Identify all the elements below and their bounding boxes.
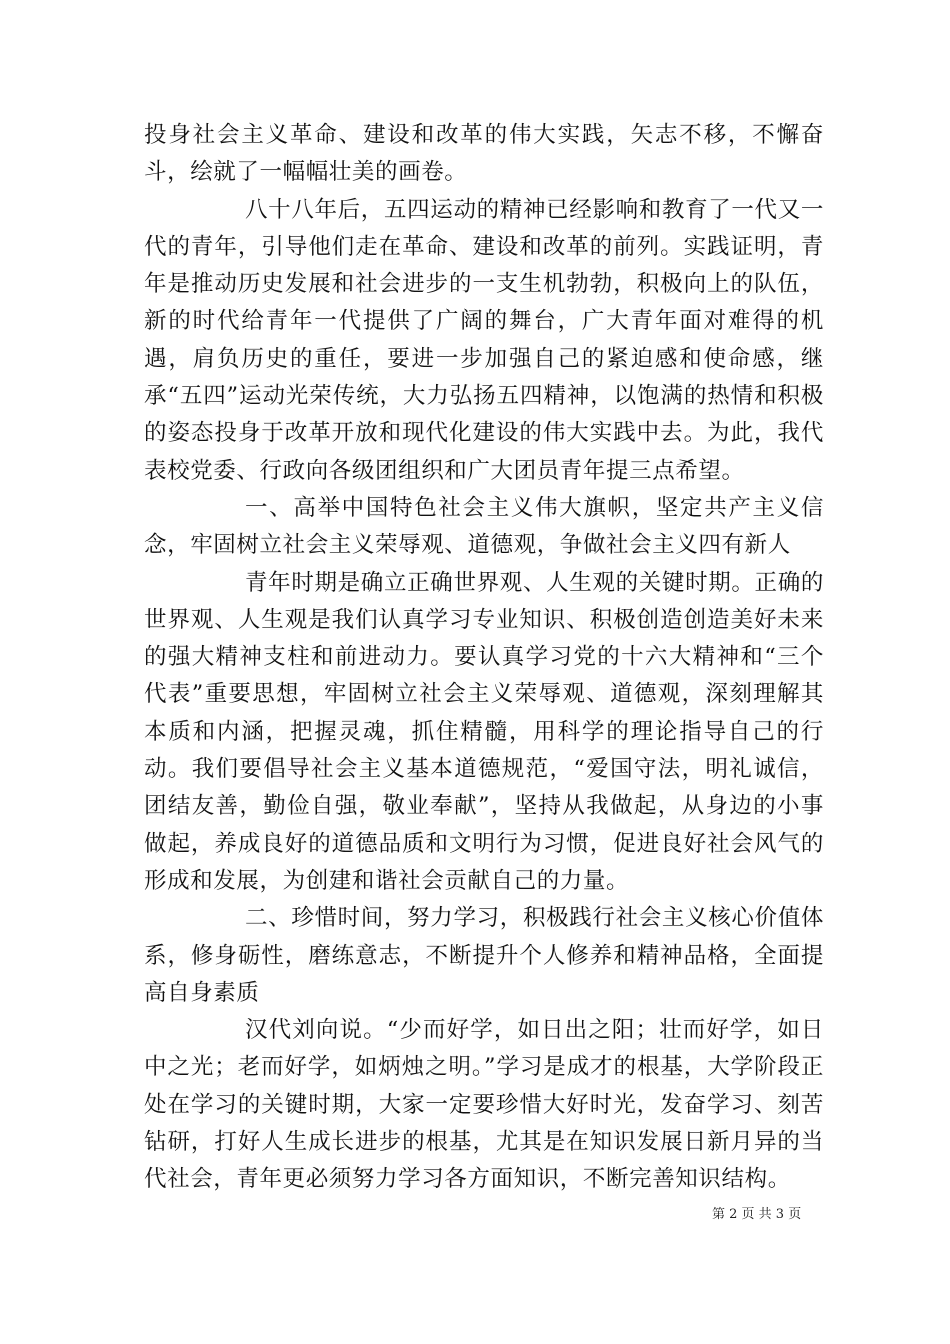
document-body [144, 117, 824, 1199]
paragraph-may-fourth-spirit: 八十八年后，五四运动的精神已经影响和教育了一代又一代的青年，引导他们走在革命、建设和改革的前列。实践证明，青年是推动历史发展和社会进步的一支生机勃勃，积极向上的队伍，新的时代给青年一代提供了广阔的舞台，广大青年面对难得的机遇，肩负历史的重任，要进一步加强自己的紧迫感和使命感，继承“五四”运动光荣传统，大力弘扬五四精神，以饱满的热情和积极的姿态投身于改革开放和现代化建设的伟大实践中去。为此，我代表校党委、行政向各级团组织和广大团员青年提三点希望。 [144, 196, 824, 484]
paragraph-continuation: 投身社会主义革命、建设和改革的伟大实践，矢志不移，不懈奋斗，绘就了一幅幅壮美的画卷。 [144, 122, 824, 186]
heading-point-one: 一、高举中国特色社会主义伟大旗帜，坚定共产主义信念，牢固树立社会主义荣辱观、道德观，争做社会主义四有新人 [144, 494, 824, 559]
heading-point-two: 二、珍惜时间，努力学习，积极践行社会主义核心价值体系，修身砺性，磨练意志，不断提升个人修养和精神品格，全面提高自身素质 [144, 905, 824, 1006]
page-number-footer: 第 2 页 共 3 页 [712, 1207, 802, 1222]
paragraph-worldview: 青年时期是确立正确世界观、人生观的关键时期。正确的世界观、人生观是我们认真学习专业知识、积极创造创造美好未来的强大精神支柱和前进动力。要认真学习党的十六大精神和“三个代表”重要思想，牢固树立社会主义荣辱观、道德观，深刻理解其本质和内涵，把握灵魂，抓住精髓，用科学的理论指导自己的行动。我们要倡导社会主义基本道德规范，“爱国守法，明礼诚信，团结友善，勤俭自强，敬业奉献”，坚持从我做起，从身边的小事做起，养成良好的道德品质和文明行为习惯，促进良好社会风气的形成和发展，为创建和谐社会贡献自己的力量。 [144, 569, 824, 894]
paragraph-study: 汉代刘向说。“少而好学，如日出之阳；壮而好学，如日中之光；老而好学，如炳烛之明。”学习是成才的根基，大学阶段正处在学习的关键时期，大家一定要珍惜大好时光，发奋学习、刻苦钻研，打好人生成长进步的根基，尤其是在知识发展日新月异的当代社会，青年更必须努力学习各方面知识，不断完善知识结构。 [144, 1017, 824, 1193]
